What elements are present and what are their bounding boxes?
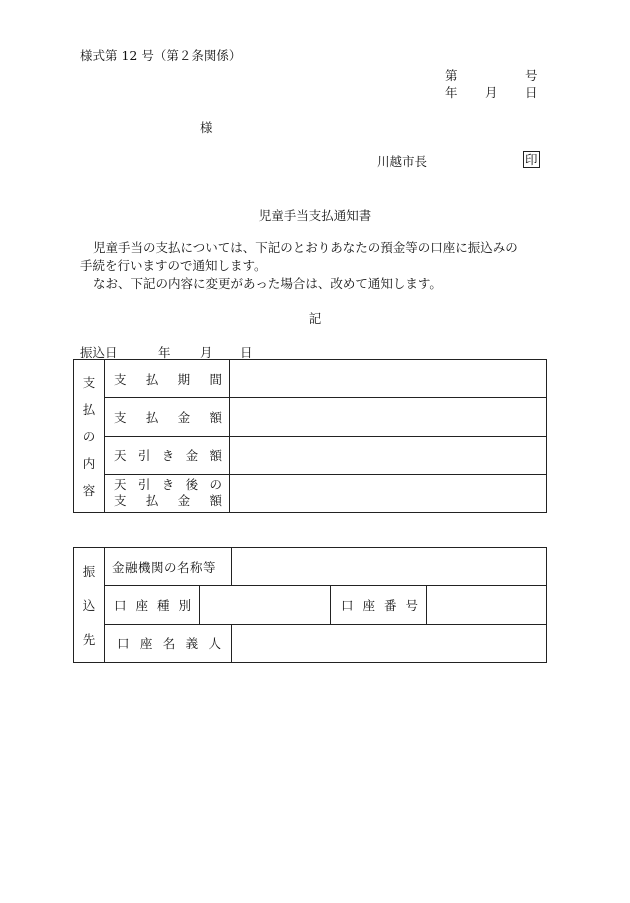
section-label-char: の: [82, 428, 96, 444]
label-char: 種: [156, 597, 170, 613]
label-char: 後: [185, 477, 199, 493]
date-day-label: 日: [525, 85, 538, 100]
ki-heading: 記: [308, 311, 322, 326]
document-title: 児童手当支払通知書: [258, 208, 372, 223]
table-row: [74, 624, 547, 662]
label-char: 天: [114, 477, 127, 493]
label-char: 払: [145, 409, 159, 425]
label-char: 人: [208, 636, 222, 652]
payment-period-label: [105, 360, 230, 398]
label-char: 額: [209, 493, 222, 509]
label-char: 支: [114, 371, 127, 387]
label-char: 口: [341, 597, 354, 613]
label-char: 払: [145, 371, 159, 387]
account-type-field[interactable]: [200, 586, 331, 624]
label-char: 番: [383, 597, 397, 613]
account-holder-field[interactable]: [232, 624, 547, 662]
section-label-char: 払: [82, 401, 96, 417]
label-char: き: [161, 448, 175, 464]
label-char: 号: [405, 597, 418, 613]
bank-section-label: [74, 548, 104, 662]
label-char: 別: [178, 597, 191, 613]
form-number: 様式第 12 号（第２条関係）: [80, 48, 242, 63]
body-line-3: なお、下記の内容に変更があった場合は、改めて通知します。: [93, 276, 442, 291]
label-char: 名: [162, 636, 176, 652]
label-char: 座: [135, 597, 148, 613]
addressee-suffix: 様: [200, 120, 213, 135]
sender-name: 川越市長: [377, 154, 428, 169]
label-char: 額: [209, 448, 222, 464]
label-char: 座: [139, 636, 153, 652]
transfer-year-label: 年: [158, 345, 171, 360]
body-line-1: 児童手当の支払については、下記のとおりあなたの預金等の口座に振込みの: [93, 240, 518, 255]
transfer-day-label: 日: [240, 345, 253, 360]
label-char: 額: [209, 409, 222, 425]
label-char: 払: [145, 493, 159, 509]
label-char: き: [161, 477, 175, 493]
payment-details-table: [73, 359, 547, 513]
date-year-label: 年: [445, 85, 458, 100]
date-month-label: 月: [485, 85, 498, 100]
seal-box: 印: [525, 152, 538, 167]
bank-section-label-cell: [74, 548, 105, 663]
table-row: [74, 586, 547, 624]
deduction-amount-field[interactable]: [230, 436, 547, 474]
table-row: [74, 360, 547, 398]
table-row: [74, 436, 547, 474]
institution-name-field[interactable]: [232, 548, 547, 586]
bank-destination-table: [73, 547, 547, 663]
payment-amount-field[interactable]: [230, 398, 547, 436]
label-char: 支: [114, 409, 127, 425]
transfer-date-label: 振込日: [80, 345, 118, 360]
section-label-char: 振: [82, 564, 96, 579]
label-char: 天: [114, 448, 127, 464]
deduction-amount-label: [105, 436, 230, 474]
doc-number-suffix: 号: [525, 68, 538, 83]
label-char: 引: [137, 477, 151, 493]
section-label-char: 支: [82, 374, 96, 390]
account-type-label: [105, 586, 200, 624]
label-char: 金: [177, 493, 191, 509]
table-row: [74, 474, 547, 512]
label-char: 期: [177, 371, 191, 387]
label-char: 義: [185, 636, 199, 652]
account-number-label: [331, 586, 427, 624]
payment-section-label: [74, 360, 104, 512]
table-row: [74, 548, 547, 586]
account-holder-label: [105, 624, 232, 662]
payment-amount-label: [105, 398, 230, 436]
body-line-2: 手続を行いますので通知します。: [80, 258, 267, 273]
label-char: 支: [114, 493, 127, 509]
section-label-char: 容: [82, 483, 96, 499]
seal-mark: [523, 151, 540, 168]
transfer-month-label: 月: [200, 345, 213, 360]
table-row: [74, 398, 547, 436]
label-char: 口: [117, 636, 130, 652]
institution-name-label: 金融機関の名称等: [105, 548, 232, 586]
section-label-char: 込: [82, 598, 96, 613]
payment-period-field[interactable]: [230, 360, 547, 398]
payment-section-label-cell: [74, 360, 105, 513]
account-number-field[interactable]: [427, 586, 547, 624]
label-char: の: [209, 477, 222, 493]
label-char: 金: [185, 448, 199, 464]
label-char: 座: [362, 597, 376, 613]
label-char: 引: [137, 448, 151, 464]
section-label-char: 内: [82, 456, 96, 472]
section-label-char: 先: [82, 632, 96, 647]
net-payment-field[interactable]: [230, 474, 547, 512]
net-payment-label: [105, 474, 230, 512]
label-char: 間: [209, 371, 222, 387]
doc-number-prefix: 第: [445, 68, 458, 83]
label-char: 金: [177, 409, 191, 425]
label-char: 口: [114, 597, 127, 613]
